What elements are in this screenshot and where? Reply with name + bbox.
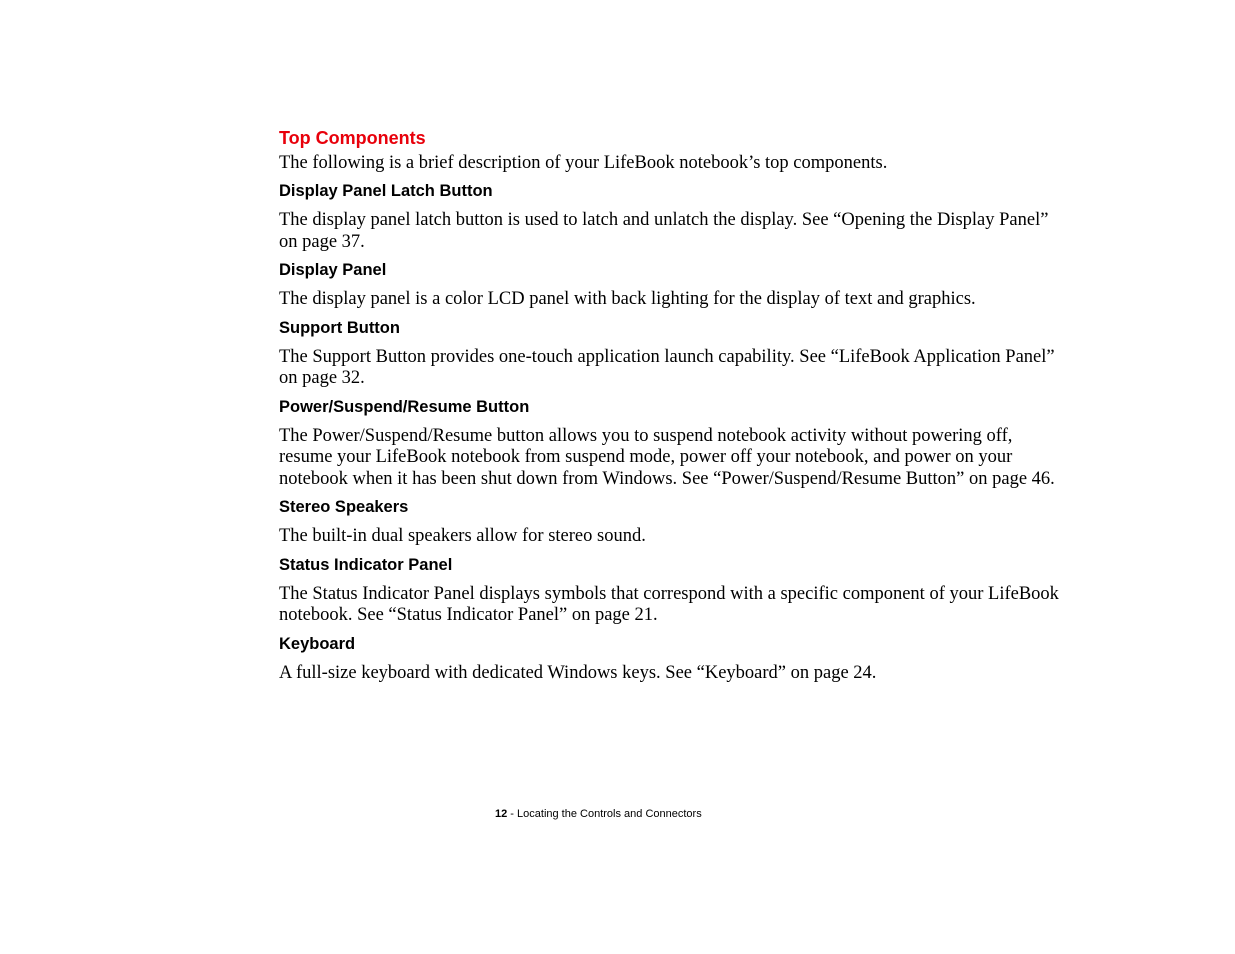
page-number: 12 [495, 808, 508, 820]
component-keyboard [279, 633, 1069, 685]
component-heading: Stereo Speakers [279, 498, 409, 516]
component-heading: Display Panel [279, 261, 387, 279]
component-heading: Keyboard [279, 634, 356, 653]
page-content [279, 126, 1069, 684]
component-status-indicator-panel [279, 554, 1069, 627]
chapter-title: Locating the Controls and Connectors [517, 808, 702, 820]
component-heading: Display Panel Latch Button [279, 182, 493, 200]
component-description: The display panel is a color LCD panel with back lighting for the display of text and graphics. [279, 289, 976, 309]
component-description: The display panel latch button is used to latch and unlatch the display. See “Opening the Display Panel” on page 37. [279, 210, 1049, 252]
component-display-panel [279, 259, 1069, 311]
page-footer [495, 806, 702, 822]
component-support-button [279, 317, 1069, 390]
component-heading: Support Button [279, 318, 400, 337]
component-stereo-speakers [279, 496, 1069, 548]
component-description: A full-size keyboard with dedicated Windows keys. See “Keyboard” on page 24. [279, 662, 877, 683]
component-description: The built-in dual speakers allow for stereo sound. [279, 526, 646, 546]
component-description: The Status Indicator Panel displays symbols that correspond with a specific component of your LifeBook notebook. See “Status Indicator Panel” on page 21. [279, 583, 1059, 625]
component-description: The Support Button provides one-touch application launch capability. See “LifeBook Application Panel” on page 32. [279, 346, 1055, 388]
component-heading: Power/Suspend/Resume Button [279, 397, 530, 416]
component-power-suspend-resume-button [279, 396, 1069, 491]
section-intro: The following is a brief description of your LifeBook notebook’s top components. [279, 153, 888, 173]
component-display-panel-latch-button [279, 180, 1069, 253]
component-heading: Status Indicator Panel [279, 555, 453, 574]
section-title: Top Components [279, 128, 426, 148]
component-description: The Power/Suspend/Resume button allows you to suspend notebook activity without powering off, resume your LifeBook notebook from suspend mode, power off your notebook, and power on your notebook when it has been shut down from Windows. See “Power/Suspend/Resume Button” on page 46. [279, 425, 1055, 489]
footer-separator: - [507, 808, 518, 820]
